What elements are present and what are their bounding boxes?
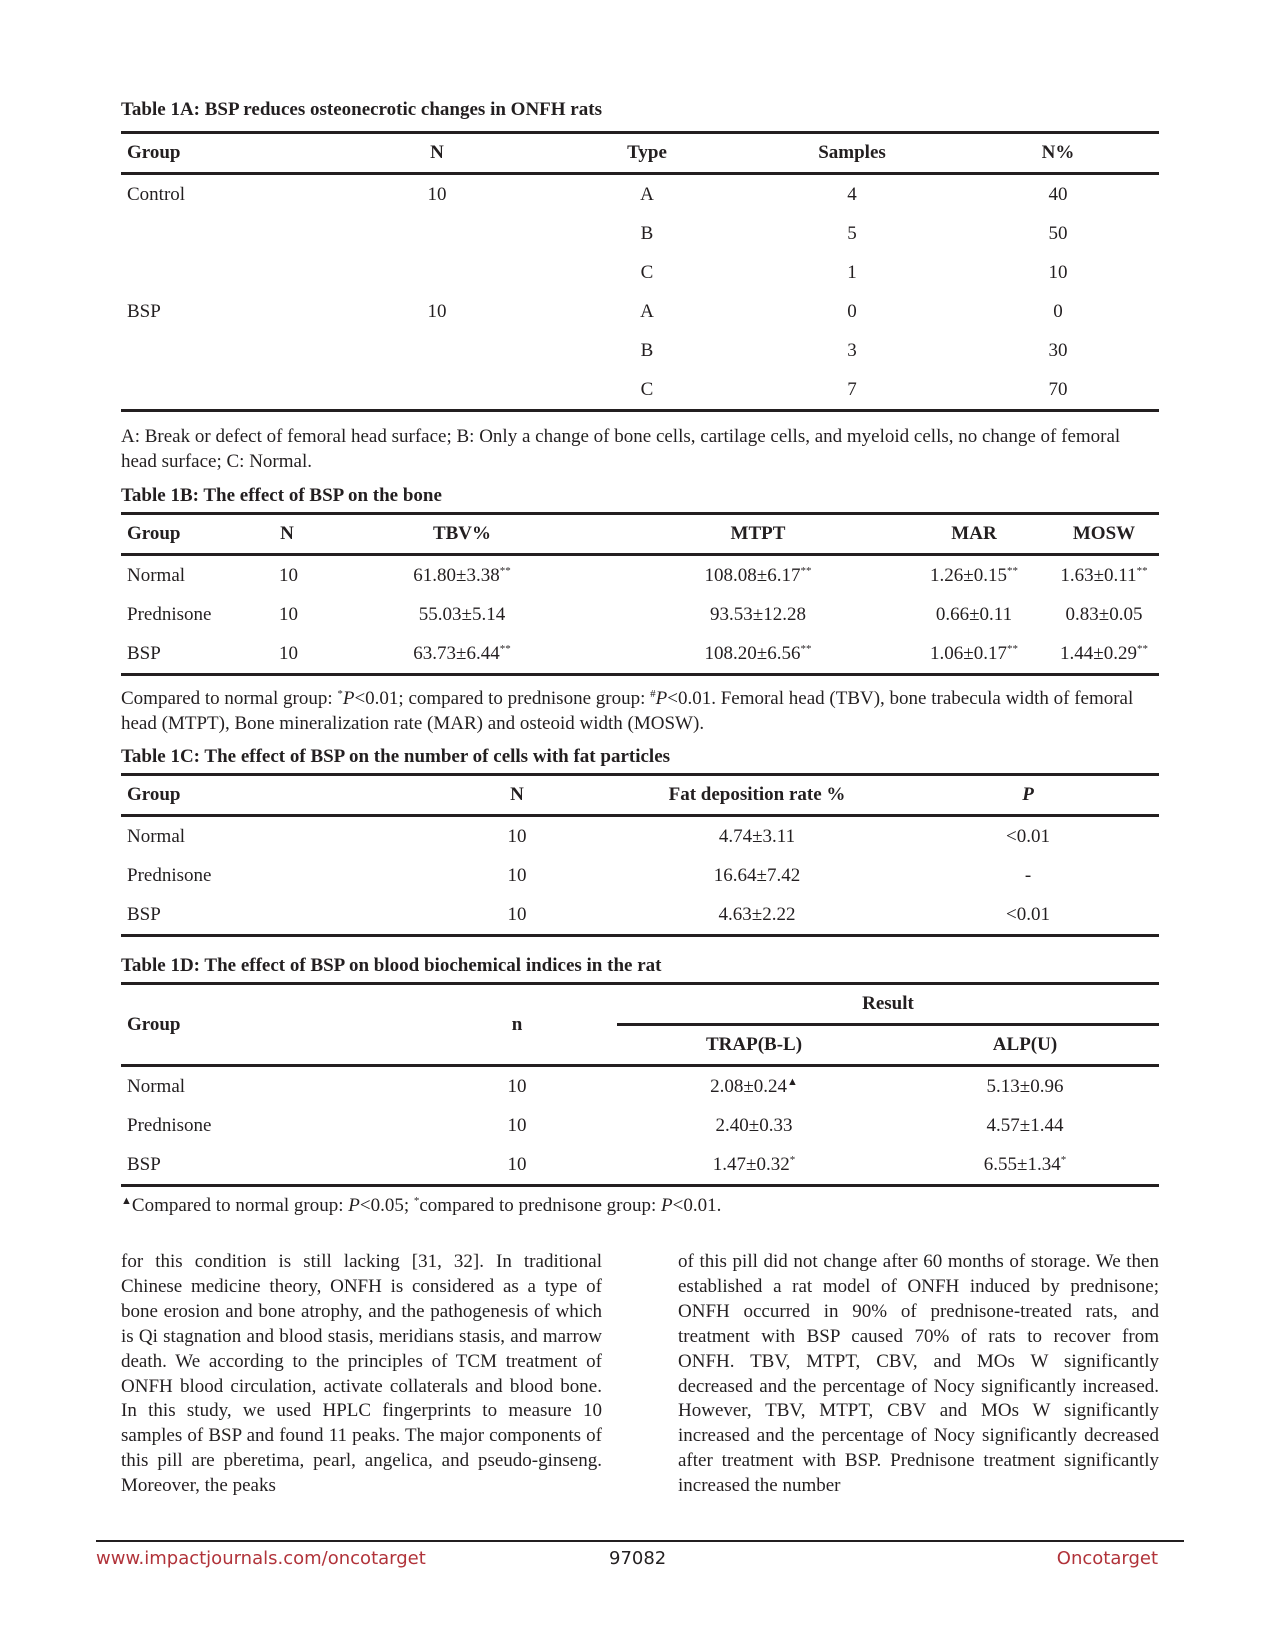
table-1b-header: TBV% <box>307 514 617 555</box>
table-1c-header: Group <box>121 775 417 816</box>
footnote-mark: * <box>413 1195 420 1207</box>
table-cell <box>617 1145 891 1186</box>
significance-mark: ** <box>800 642 812 655</box>
cell-value: 61.80±3.38 <box>413 564 500 586</box>
cell-value: 16.64±7.42 <box>713 864 801 886</box>
table-cell <box>307 634 617 675</box>
cell-value: 4.74±3.11 <box>718 825 796 847</box>
table-cell <box>747 174 957 215</box>
table-cell <box>121 331 327 370</box>
table-cell <box>417 1145 617 1186</box>
table-cell <box>957 292 1159 331</box>
table-1a <box>121 131 1159 412</box>
cell-value: 63.73±6.44 <box>413 642 500 664</box>
table-cell <box>121 214 327 253</box>
table-cell <box>747 292 957 331</box>
table-cell <box>899 595 1049 634</box>
table-cell <box>121 634 267 675</box>
footnote-p: P <box>661 1195 673 1216</box>
cell-value: 1.06±0.17 <box>930 642 1007 664</box>
cell-value: <0.01 <box>1006 825 1050 847</box>
cell-value: 10 <box>507 903 527 925</box>
cell-value: 1.47±0.32 <box>712 1153 790 1175</box>
cell-value: 1 <box>847 261 857 283</box>
table-cell <box>267 634 307 675</box>
cell-value: BSP <box>127 1153 161 1175</box>
table-1c-header: Fat deposition rate % <box>617 775 897 816</box>
table-cell <box>547 174 747 215</box>
table-cell <box>747 370 957 411</box>
table-cell <box>121 370 327 411</box>
cell-value: 70 <box>1048 378 1068 400</box>
footnote-p: P <box>348 1195 360 1216</box>
table-1b <box>121 512 1159 676</box>
table-1c-header: N <box>417 775 617 816</box>
cell-value: Prednisone <box>127 1114 212 1136</box>
table-1a-header: N <box>327 133 547 174</box>
table-cell <box>1049 595 1159 634</box>
footnote-p: P <box>342 688 355 709</box>
table-cell <box>891 1145 1159 1186</box>
table-cell <box>957 370 1159 411</box>
cell-value: BSP <box>127 300 161 322</box>
cell-value: 10 <box>279 642 298 664</box>
table-cell <box>307 555 617 596</box>
table-1b-header: Group <box>121 514 267 555</box>
table-cell <box>307 595 617 634</box>
significance-mark: ** <box>1136 564 1148 577</box>
significance-mark: ** <box>499 564 511 577</box>
table-row <box>121 816 1159 857</box>
footnote-text: Compared to normal group: <box>131 1195 349 1216</box>
cell-value: Normal <box>127 1075 186 1097</box>
table-1d-header-group: Group <box>121 984 417 1066</box>
footnote-text: <0.01. Femoral head (TBV), bone trabecula width of femoral head (MTPT), Bone mineralization rate (MAR) and osteoid width (MOSW). <box>121 688 1134 734</box>
table-cell <box>121 555 267 596</box>
significance-mark: * <box>1060 1153 1067 1166</box>
table-row <box>121 292 1159 331</box>
table-cell <box>617 1066 891 1107</box>
cell-value: 1.44±0.29 <box>1060 642 1137 664</box>
cell-value: Control <box>127 183 186 205</box>
cell-value: 40 <box>1048 183 1068 205</box>
table-row <box>121 1145 1159 1186</box>
table-cell <box>547 370 747 411</box>
cell-value: C <box>640 378 654 400</box>
table-row <box>121 174 1159 215</box>
page-number: 97082 <box>609 1548 667 1569</box>
footnote-text: <0.05; <box>359 1195 414 1216</box>
cell-value: 10 <box>1048 261 1068 283</box>
table-row <box>121 595 1159 634</box>
cell-value: 1.26±0.15 <box>930 564 1007 586</box>
cell-value: Prednisone <box>127 864 212 886</box>
cell-value: A <box>640 183 654 205</box>
cell-value: 6.55±1.34 <box>983 1153 1061 1175</box>
p-header: P <box>1022 784 1034 805</box>
cell-value: 30 <box>1048 339 1068 361</box>
significance-mark: ▲ <box>787 1075 798 1088</box>
table-cell <box>617 895 897 936</box>
table-cell <box>267 555 307 596</box>
body-column-right: of this pill did not change after 60 months of storage. We then established a rat model of ONFH induced by prednisone; ONFH occurred in 90% of prednisone-treated rats, and treatment with BSP caused 70% of rats to recover from ONFH. TBV, MTPT, CBV, and MOs W significantly decreased and the percentage of Nocy significantly increased. However, TBV, MTPT, CBV and MOs W significantly increased and the percentage of Nocy significantly decreased after treatment with BSP. Prednisone treatment significantly increased the number <box>678 1251 1159 1497</box>
cell-value: B <box>640 339 654 361</box>
cell-value: Normal <box>127 825 186 847</box>
cell-value: 0 <box>847 300 857 322</box>
cell-value: 3 <box>847 339 857 361</box>
table-cell <box>891 1106 1159 1145</box>
cell-value: 10 <box>507 825 527 847</box>
cell-value: 7 <box>847 378 857 400</box>
table-1d-header-trap: TRAP(B-L) <box>617 1025 891 1066</box>
table-row <box>121 370 1159 411</box>
table-cell <box>547 331 747 370</box>
cell-value: 4 <box>847 183 857 205</box>
table-row <box>121 214 1159 253</box>
table-cell <box>121 895 417 936</box>
table-cell <box>547 214 747 253</box>
table-cell <box>327 174 547 215</box>
cell-value: 2.08±0.24 <box>710 1075 788 1097</box>
table-cell <box>327 253 547 292</box>
cell-value: 2.40±0.33 <box>715 1114 793 1136</box>
table-cell <box>417 895 617 936</box>
cell-value: 0.66±0.11 <box>935 603 1013 625</box>
table-cell <box>267 595 307 634</box>
footnote-text: <0.01; compared to prednisone group: <box>354 688 651 709</box>
table-cell <box>121 1145 417 1186</box>
cell-value: C <box>640 261 654 283</box>
table-cell <box>121 174 327 215</box>
table-cell <box>897 816 1159 857</box>
table-cell <box>417 856 617 895</box>
cell-value: 5 <box>847 222 857 244</box>
table-cell <box>617 816 897 857</box>
table-cell <box>899 555 1049 596</box>
table-cell <box>897 895 1159 936</box>
table-1b-caption: Table 1B: The effect of BSP on the bone <box>121 485 442 506</box>
footnote-mark: # <box>650 688 656 700</box>
cell-value: 0.83±0.05 <box>1065 603 1143 625</box>
table-1a-header: Samples <box>747 133 957 174</box>
footer-divider <box>96 1540 1184 1542</box>
table-1b-header: MTPT <box>617 514 899 555</box>
table-row <box>121 1106 1159 1145</box>
significance-mark: ** <box>1006 564 1018 577</box>
table-cell <box>327 331 547 370</box>
table-row <box>121 555 1159 596</box>
journal-name: Oncotarget <box>1056 1548 1158 1569</box>
table-1a-header: Type <box>547 133 747 174</box>
cell-value: <0.01 <box>1006 903 1050 925</box>
cell-value: Normal <box>127 564 186 586</box>
table-cell <box>121 292 327 331</box>
table-1a-footnote: A: Break or defect of femoral head surface; B: Only a change of bone cells, cartilage cells, and myeloid cells, no change of femoral head surface; C: Normal. <box>121 426 1121 472</box>
footnote-text: Compared to normal group: <box>121 688 338 709</box>
table-cell <box>327 370 547 411</box>
table-cell <box>121 816 417 857</box>
cell-value: 10 <box>507 1153 527 1175</box>
table-cell <box>327 292 547 331</box>
table-row <box>121 634 1159 675</box>
cell-value: 50 <box>1048 222 1068 244</box>
table-cell <box>121 1106 417 1145</box>
cell-value: - <box>1024 864 1032 886</box>
table-cell <box>327 214 547 253</box>
table-1b-header: MAR <box>899 514 1049 555</box>
table-cell <box>1049 555 1159 596</box>
table-1d-header-n: n <box>417 984 617 1066</box>
table-cell <box>121 1066 417 1107</box>
table-cell <box>617 634 899 675</box>
table-cell <box>417 1066 617 1107</box>
cell-value: 10 <box>507 1114 527 1136</box>
cell-value: 10 <box>427 300 447 322</box>
table-cell <box>121 856 417 895</box>
table-1b-header: MOSW <box>1049 514 1159 555</box>
table-1a-header: Group <box>121 133 327 174</box>
table-cell <box>121 595 267 634</box>
table-cell <box>897 856 1159 895</box>
table-cell <box>957 214 1159 253</box>
table-cell <box>1049 634 1159 675</box>
footnote-mark: ▲ <box>121 1195 132 1207</box>
cell-value: A <box>640 300 654 322</box>
significance-mark: ** <box>1006 642 1018 655</box>
significance-mark: ** <box>1136 642 1148 655</box>
footnote-mark: * <box>337 688 343 700</box>
table-cell <box>747 214 957 253</box>
cell-value: 1.63±0.11 <box>1060 564 1137 586</box>
significance-mark: ** <box>499 642 511 655</box>
cell-value: 4.63±2.22 <box>718 903 796 925</box>
cell-value: BSP <box>127 903 161 925</box>
cell-value: 55.03±5.14 <box>418 603 506 625</box>
footnote-p: P <box>655 688 668 709</box>
table-1c-caption: Table 1C: The effect of BSP on the number of cells with fat particles <box>121 746 671 767</box>
cell-value: 108.20±6.56 <box>704 642 801 664</box>
cell-value: B <box>640 222 654 244</box>
cell-value: 108.08±6.17 <box>704 564 801 586</box>
journal-url-link[interactable]: www.impactjournals.com/oncotarget <box>96 1548 426 1569</box>
table-1c-header <box>897 775 1159 816</box>
cell-value: 10 <box>279 564 298 586</box>
cell-value: 5.13±0.96 <box>986 1075 1064 1097</box>
table-cell <box>617 856 897 895</box>
table-cell <box>957 174 1159 215</box>
table-1d <box>121 982 1159 1187</box>
table-cell <box>957 253 1159 292</box>
table-cell <box>617 1106 891 1145</box>
table-row <box>121 856 1159 895</box>
cell-value: 10 <box>507 864 527 886</box>
table-cell <box>747 253 957 292</box>
table-row <box>121 1066 1159 1107</box>
cell-value: 10 <box>427 183 447 205</box>
cell-value: 10 <box>507 1075 527 1097</box>
table-cell <box>957 331 1159 370</box>
cell-value: 0 <box>1053 300 1063 322</box>
table-cell <box>417 816 617 857</box>
table-1d-caption: Table 1D: The effect of BSP on blood biochemical indices in the rat <box>121 955 662 976</box>
table-1c <box>121 773 1159 937</box>
table-row <box>121 331 1159 370</box>
cell-value: Prednisone <box>127 603 212 625</box>
table-1b-footnote <box>121 686 1159 736</box>
footnote-text: <0.01. <box>672 1195 722 1216</box>
cell-value: 4.57±1.44 <box>986 1114 1064 1136</box>
table-cell <box>617 555 899 596</box>
table-row <box>121 253 1159 292</box>
body-column-left: for this condition is still lacking [31, 32]. In traditional Chinese medicine theory, ONFH is considered as a type of bone erosion and bone atrophy, and the pathogenesis of which is Qi stagnation and blood stasis, meridians stasis, and marrow death. We according to the principles of TCM treatment of ONFH blood circulation, activate collaterals and blood bone. In this study, we used HPLC fingerprints to measure 10 samples of BSP and found 11 peaks. The major components of this pill are pberetima, pearl, angelica, and pseudo-ginseng. Moreover, the peaks <box>121 1251 602 1497</box>
table-cell <box>121 253 327 292</box>
table-1a-header: N% <box>957 133 1159 174</box>
table-1a-caption: Table 1A: BSP reduces osteonecrotic changes in ONFH rats <box>121 99 602 120</box>
footnote-text: compared to prednisone group: <box>419 1195 662 1216</box>
cell-value: 93.53±12.28 <box>710 603 806 625</box>
table-cell <box>747 331 957 370</box>
significance-mark: * <box>789 1153 796 1166</box>
table-cell <box>891 1066 1159 1107</box>
cell-value: BSP <box>127 642 161 664</box>
table-1d-header-result: Result <box>617 984 1159 1025</box>
table-cell <box>899 634 1049 675</box>
table-row <box>121 895 1159 936</box>
table-cell <box>547 253 747 292</box>
table-cell <box>547 292 747 331</box>
table-1d-header-alp: ALP(U) <box>891 1025 1159 1066</box>
significance-mark: ** <box>800 564 812 577</box>
table-cell <box>417 1106 617 1145</box>
table-1b-header: N <box>267 514 307 555</box>
cell-value: 10 <box>279 603 298 625</box>
table-cell <box>617 595 899 634</box>
table-1d-footnote <box>121 1193 1159 1218</box>
